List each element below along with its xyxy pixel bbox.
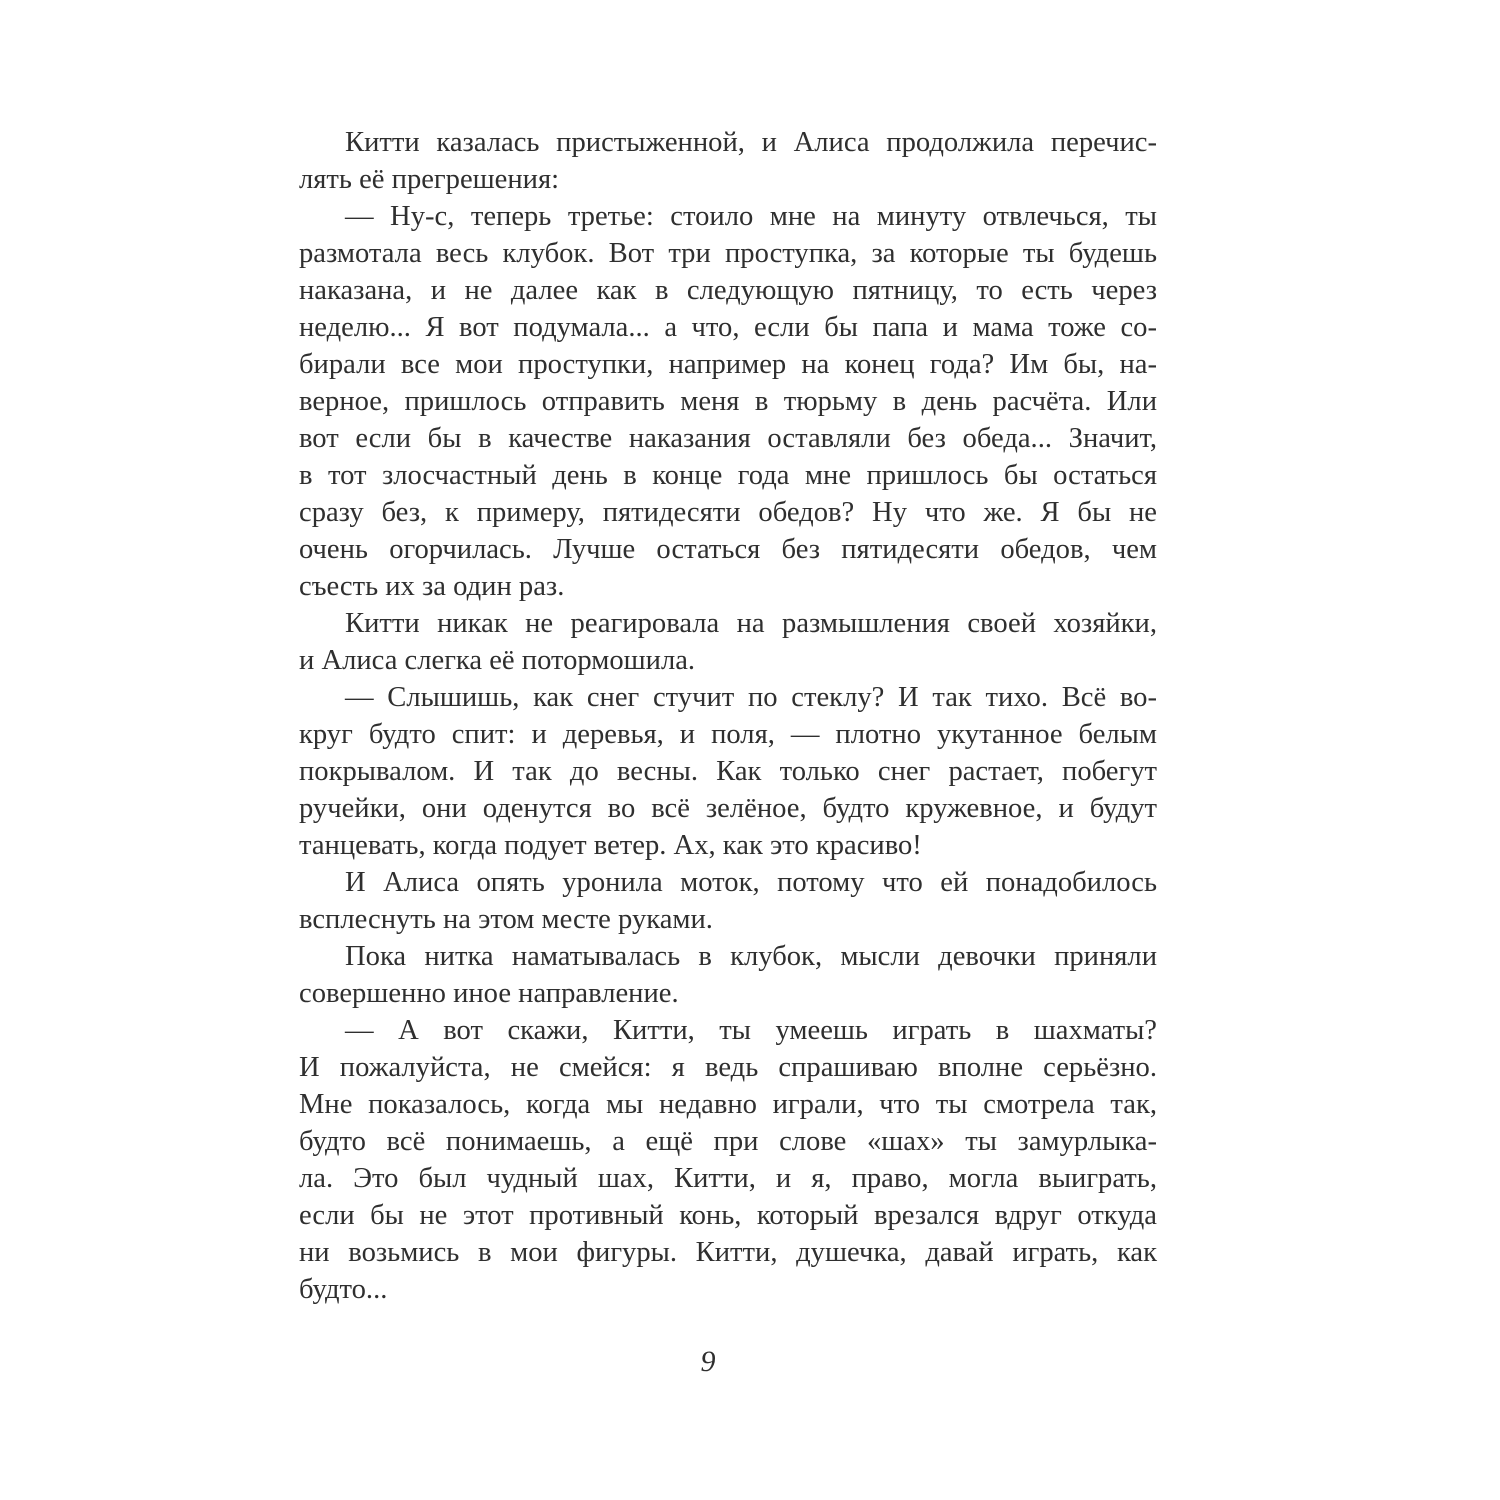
body-text [299,124,1157,1308]
text-line: верное, пришлось отправить меня в тюрьму в день расчёта. Или [299,386,1157,417]
text-line: в тот злосчастный день в конце года мне пришлось бы остаться [299,460,1157,491]
page-number: 9 [700,1345,716,1378]
text-line: покрывалом. И так до весны. Как только снег растает, побегут [299,756,1157,787]
text-line: будто... [299,1274,388,1305]
text-line: совершенно иное направление. [299,978,679,1009]
text-line: бирали все мои проступки, например на конец года? Им бы, на- [299,349,1157,380]
text-line: И пожалуйста, не смейся: я ведь спрашиваю вполне серьёзно. [299,1052,1157,1083]
text-line: — Ну-с, теперь третье: стоило мне на минуту отвлечься, ты [345,201,1157,232]
text-line: съесть их за один раз. [299,571,565,602]
text-line: — А вот скажи, Китти, ты умеешь играть в шахматы? [345,1015,1157,1046]
text-line: Пока нитка наматывалась в клубок, мысли девочки приняли [345,941,1157,972]
text-line: Китти никак не реагировала на размышления своей хозяйки, [345,608,1157,639]
text-line: размотала весь клубок. Вот три проступка, за которые ты будешь [299,238,1157,269]
text-line: Китти казалась пристыженной, и Алиса продолжила перечис- [345,127,1157,158]
text-line: круг будто спит: и деревья, и поля, — плотно укутанное белым [299,719,1157,750]
text-line: всплеснуть на этом месте руками. [299,904,713,935]
text-line: неделю... Я вот подумала... а что, если бы папа и мама тоже со- [299,312,1157,343]
text-line: лять её прегрешения: [299,164,560,195]
text-line: — Слышишь, как снег стучит по стеклу? И так тихо. Всё во- [345,682,1157,713]
text-line: если бы не этот противный конь, который врезался вдруг откуда [299,1200,1157,1231]
text-line: танцевать, когда подует ветер. Ах, как это красиво! [299,830,922,861]
text-line: сразу без, к примеру, пятидесяти обедов? Ну что же. Я бы не [299,497,1157,528]
text-line: Мне показалось, когда мы недавно играли, что ты смотрела так, [299,1089,1157,1120]
text-line: и Алиса слегка её потормошила. [299,645,696,676]
text-line: ручейки, они оденутся во всё зелёное, будто кружевное, и будут [299,793,1157,824]
text-line: И Алиса опять уронила моток, потому что ей понадобилось [345,867,1157,898]
text-line: ни возьмись в мои фигуры. Китти, душечка, давай играть, как [299,1237,1157,1268]
text-line: будто всё понимаешь, а ещё при слове «шах» ты замурлыка- [299,1126,1157,1157]
text-line: очень огорчилась. Лучше остаться без пятидесяти обедов, чем [299,534,1157,565]
text-line: наказана, и не далее как в следующую пятницу, то есть через [299,275,1157,306]
text-line: ла. Это был чудный шах, Китти, и я, право, могла выиграть, [299,1163,1157,1194]
text-line: вот если бы в качестве наказания оставляли без обеда... Значит, [299,423,1157,454]
